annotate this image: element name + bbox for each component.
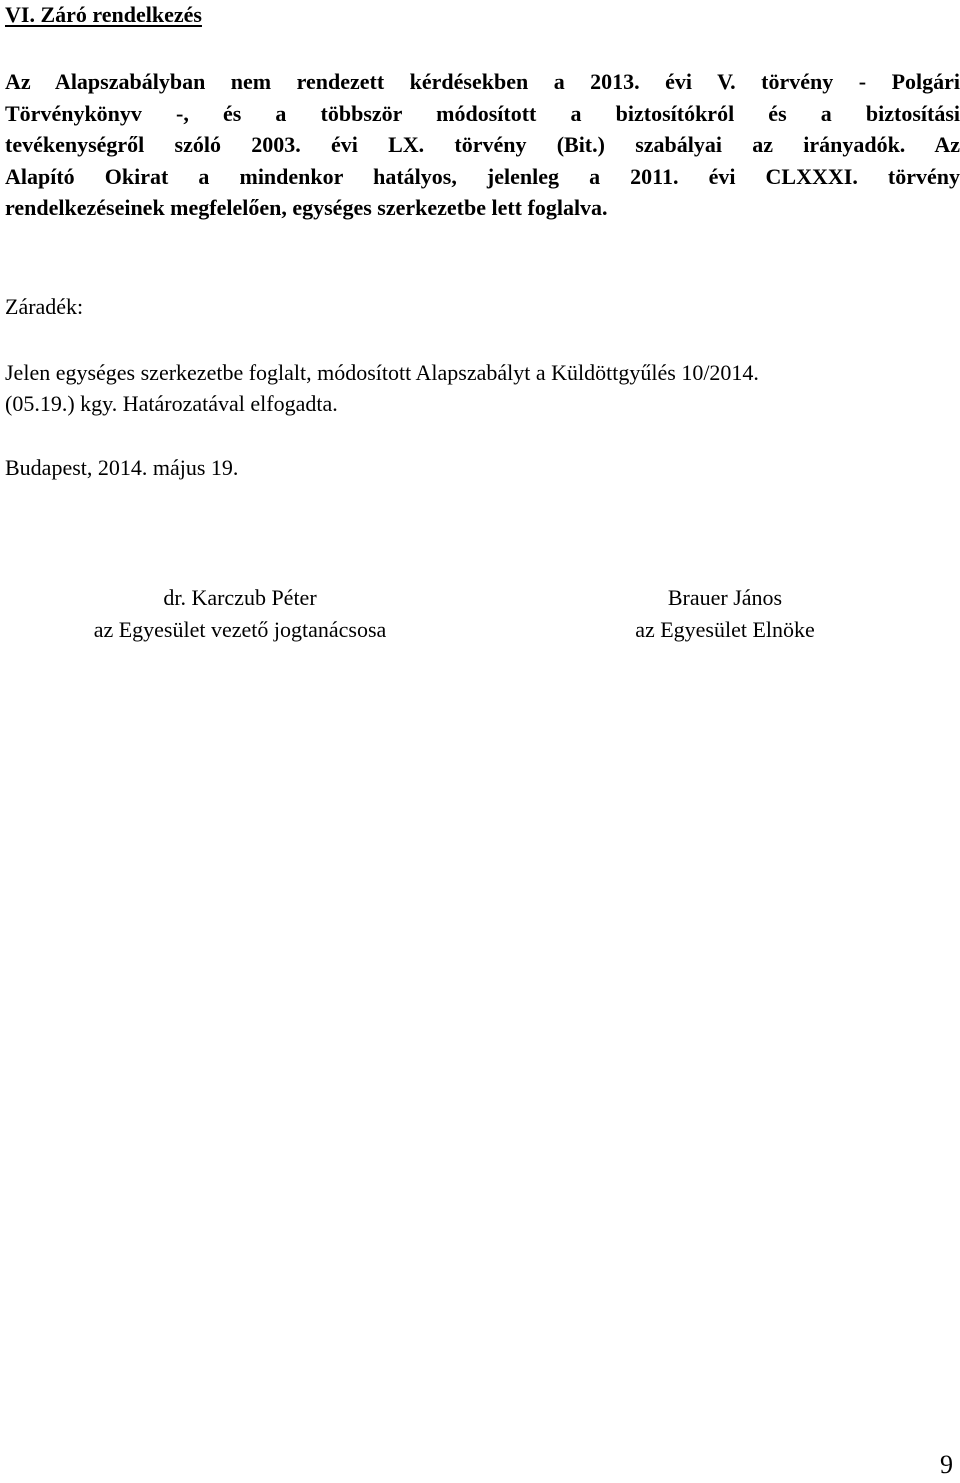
signatory-name: Brauer János xyxy=(667,585,783,610)
paragraph-line: Törvénykönyv -, és a többször módosított a biztosítókról és a biztosítási xyxy=(5,100,960,126)
page-number: 9 xyxy=(940,1450,953,1479)
signatory-title: az Egyesület Elnöke xyxy=(635,617,815,642)
clause-label: Záradék: xyxy=(5,294,84,319)
paragraph-line: rendelkezéseinek megfelelően, egységes szerkezetbe lett foglalva. xyxy=(5,195,608,220)
paragraph-line: tevékenységről szóló 2003. évi LX. törvény (Bit.) szabályai az irányadók. Az xyxy=(5,132,960,157)
paragraph-line: Az Alapszabályban nem rendezett kérdésekben a 2013. évi V. törvény - Polgári xyxy=(5,69,960,94)
paragraph-line: Alapító Okirat a mindenkor hatályos, jelenleg a 2011. évi CLXXXI. törvény xyxy=(5,163,960,189)
place-and-date: Budapest, 2014. május 19. xyxy=(5,455,239,480)
clause-line: (05.19.) kgy. Határozatával elfogadta. xyxy=(5,391,338,416)
signatory-legal-counsel xyxy=(40,582,440,646)
signatory-name: dr. Karczub Péter xyxy=(163,585,317,610)
signatory-president xyxy=(575,582,875,646)
signatory-title: az Egyesület vezető jogtanácsosa xyxy=(93,617,387,642)
clause-line: Jelen egységes szerkezetbe foglalt, módosított Alapszabályt a Küldöttgyűlés 10/2014. xyxy=(5,360,759,385)
section-heading: VI. Záró rendelkezés xyxy=(5,2,202,27)
clause-paragraph xyxy=(5,357,960,419)
closing-provisions-paragraph xyxy=(5,66,960,224)
